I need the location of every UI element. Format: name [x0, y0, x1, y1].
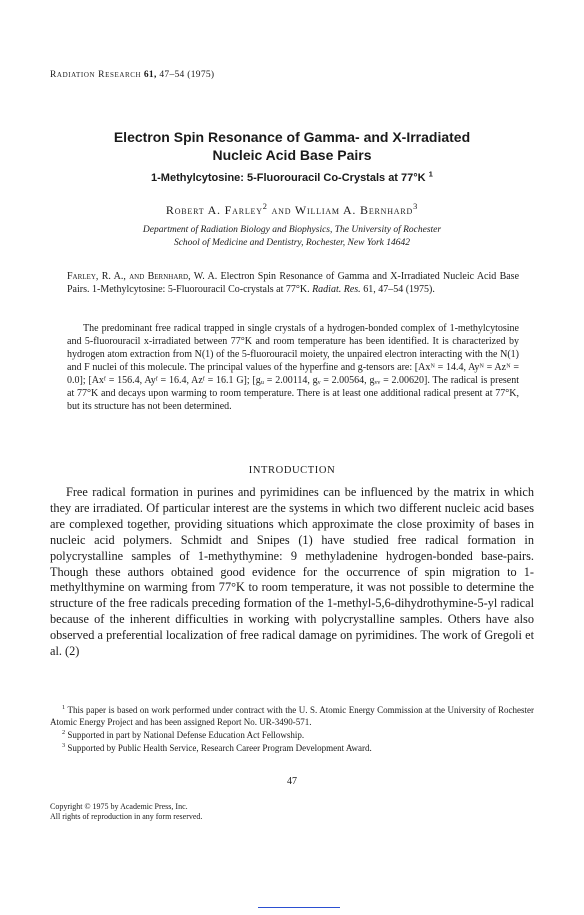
abstract-text-b: The radical is present at 77°K and decays upon warming to room temperature. There is at least one additional radical present at 77°K, but its structure has not been determined.	[67, 375, 520, 412]
paper-title	[40, 128, 544, 164]
citation-text: Electron Spin Resonance of Gamma and X-Irradiated Nucleic Acid Base Pairs. 1-Methylcytosine: 5-Fluorouracil Co-crystals at 77°K.	[67, 271, 520, 295]
introduction-body	[50, 485, 534, 660]
title-line-2: Nucleic Acid Base Pairs	[212, 147, 372, 163]
footnote-marker-1: 1	[428, 169, 433, 179]
author-conjunction: and	[267, 203, 295, 217]
copyright-line-1: Copyright © 1975 by Academic Press, Inc.	[50, 802, 188, 811]
author-bernhard: William A. Bernhard	[294, 203, 414, 217]
page-bottom-rule	[258, 907, 340, 908]
citation-journal: Radiat. Res.	[312, 284, 361, 295]
journal-header	[50, 70, 214, 80]
footnote-marker-2: 2	[262, 202, 268, 211]
intro-paragraph: Free radical formation in purines and pyrimidines can be influenced by the matrix in which they are irradiated. Of particular interest are the systems in which two different nucleic acid bases are complexed together, providing situations which approximate the close proximity of bases in nucleic acid polymers. Schmidt and Snipes (1) have studied free radical formation in polycrystalline samples of 1-methythymine: 9 methyladenine hydrogen-bonded base-pairs. Though these authors obtained good evidence for the occurrence of spin migration to 1-methylthymine on warming from 77°K to room temperature, it was not possible to determine the structure of the free radicals preceding formation of the 1-methyl-5,6-dihydrothymine-5-yl radical because of the inherent difficulties in working with polycrystalline samples. Others have also observed a preferential localization of free radical damage on pyrimidines. The work of Gregoli et al. (2)	[50, 485, 534, 659]
affiliation-line-2: School of Medicine and Dentistry, Rochester, New York 14642	[173, 238, 411, 248]
footnote-2-mark: 2	[62, 729, 66, 736]
affiliation	[60, 224, 524, 250]
footnote-2-text: Supported in part by National Defense Education Act Fellowship.	[67, 730, 305, 740]
footnote-marker-3: 3	[413, 202, 419, 211]
footnote-2	[50, 729, 534, 741]
copyright-notice	[50, 802, 202, 822]
journal-name: Radiation Research	[50, 70, 142, 80]
footnote-1	[50, 704, 534, 728]
footnotes	[50, 704, 534, 755]
copyright-line-2: All rights of reproduction in any form reserved.	[50, 812, 203, 821]
footnote-3-text: Supported by Public Health Service, Research Career Program Development Award.	[67, 743, 372, 753]
citation-ref: 61, 47–54 (1975).	[363, 284, 435, 295]
citation-block	[67, 270, 519, 296]
footnote-1-mark: 1	[62, 704, 66, 711]
paper-subtitle	[40, 169, 544, 184]
abstract-text-a: The predominant free radical trapped in single crystals of a hydrogen-bonded complex of 1-methylcytosine and 5-fluorouracil x-irradiated between 77°K and room temperature has been identified. It is characterized by hydrogen atom extraction from N(1) of the 5-fluorouracil moiety, the unpaired electron interacting with the N(1) and F nuclei of this molecule. The principal values of the hyperfine and g-tensors are:	[67, 323, 519, 373]
footnote-3-mark: 3	[62, 742, 66, 749]
citation-authors: Farley, R. A., and Bernhard, W. A.	[67, 271, 218, 282]
abstract-tensor-values: [Axᴺ = 14.4, Ayᴺ = Azᴺ = 0.0]; [Axᶠ = 156.4, Ayᶠ = 16.4, Azᶠ = 16.1 G]; [gᵤ = 2.00114, gᵥ = 2.00564, gᵥᵥ = 2.00620].	[67, 362, 520, 386]
author-list	[40, 203, 544, 218]
affiliation-line-1: Department of Radiation Biology and Biophysics, The University of Rochester	[142, 225, 442, 235]
journal-pages-year: 47–54 (1975)	[159, 70, 215, 80]
page-number: 47	[287, 776, 297, 787]
abstract	[67, 322, 519, 413]
subtitle-text: 1-Methylcytosine: 5-Fluorouracil Co-Crystals at 77°K	[151, 172, 426, 184]
title-line-1: Electron Spin Resonance of Gamma- and X-Irradiated	[113, 129, 471, 145]
journal-volume: 61,	[143, 70, 157, 80]
footnote-1-text: This paper is based on work performed under contract with the U. S. Atomic Energy Commission at the University of Rochester Atomic Energy Project and has been assigned Report No. UR-3490-571.	[50, 705, 534, 727]
section-heading: INTRODUCTION	[248, 465, 336, 476]
author-farley: Robert A. Farley	[165, 203, 263, 217]
footnote-3	[50, 742, 534, 754]
